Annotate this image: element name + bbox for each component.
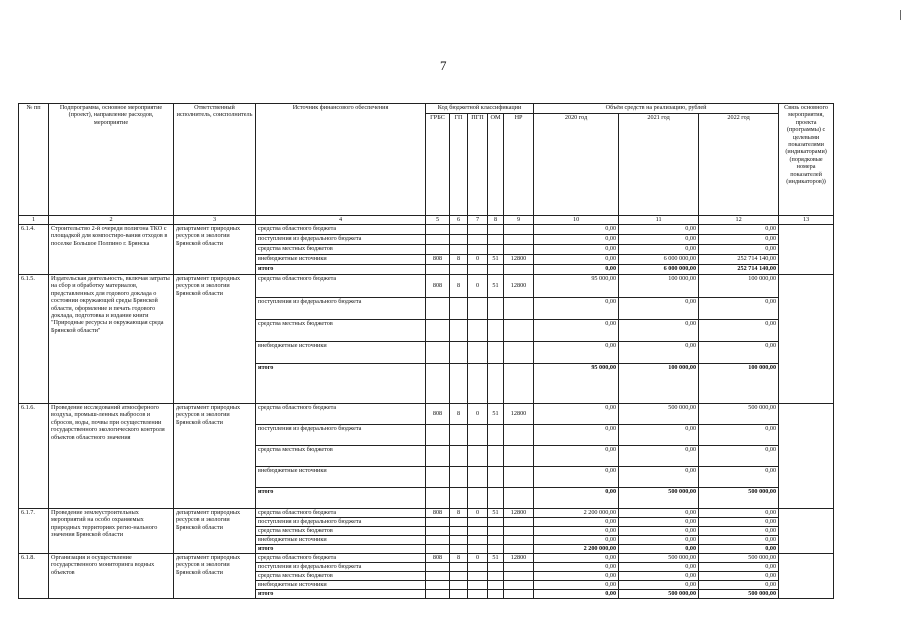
- funding-source: внебюджетные источники: [256, 467, 426, 488]
- amount-2021: 500 000,00: [619, 590, 699, 599]
- code-grbs: [426, 364, 450, 404]
- code-pgp: [468, 298, 488, 320]
- funding-source: итого: [256, 364, 426, 404]
- amount-2021: 0,00: [619, 320, 699, 342]
- col-number: 8: [488, 216, 504, 225]
- funding-source: средства местных бюджетов: [256, 572, 426, 581]
- amount-2020: 0,00: [534, 235, 619, 245]
- code-gp: [450, 265, 468, 275]
- code-pgp: [468, 446, 488, 467]
- code-grbs: [426, 581, 450, 590]
- amount-2020: 0,00: [534, 298, 619, 320]
- code-nr: [504, 320, 534, 342]
- amount-2022: 252 714 140,00: [699, 255, 779, 265]
- col-number: 1: [19, 216, 49, 225]
- amount-2021: 0,00: [619, 581, 699, 590]
- code-nr: [504, 518, 534, 527]
- code-pgp: [468, 518, 488, 527]
- code-grbs: [426, 488, 450, 509]
- amount-2020: 0,00: [534, 590, 619, 599]
- code-grbs: [426, 545, 450, 554]
- code-nr: [504, 590, 534, 599]
- amount-2022: 0,00: [699, 563, 779, 572]
- amount-2020: 0,00: [534, 518, 619, 527]
- item-responsible: департамент природных ресурсов и экологии Брянской области: [174, 509, 256, 554]
- amount-2022: 0,00: [699, 581, 779, 590]
- item-number: 6.1.7.: [19, 509, 49, 554]
- col-number: 6: [450, 216, 468, 225]
- code-gp: [450, 467, 468, 488]
- funding-source: средства местных бюджетов: [256, 527, 426, 536]
- funding-source: внебюджетные источники: [256, 342, 426, 364]
- code-om: 51: [488, 509, 504, 518]
- item-description: Организация и осуществление государственного мониторинга водных объектов: [49, 554, 174, 599]
- code-nr: [504, 245, 534, 255]
- header-2020: 2020 год: [534, 114, 619, 216]
- code-pgp: [468, 563, 488, 572]
- amount-2021: 0,00: [619, 425, 699, 446]
- funding-source: средства местных бюджетов: [256, 320, 426, 342]
- code-gp: [450, 425, 468, 446]
- table-body: [19, 225, 834, 599]
- item-responsible: департамент природных ресурсов и экологии Брянской области: [174, 554, 256, 599]
- indicator-link: [779, 225, 834, 275]
- code-gp: [450, 488, 468, 509]
- amount-2022: 0,00: [699, 298, 779, 320]
- amount-2021: 6 000 000,00: [619, 255, 699, 265]
- code-pgp: [468, 488, 488, 509]
- code-om: [488, 536, 504, 545]
- header-grbs: ГРБС: [426, 114, 450, 216]
- amount-2022: 0,00: [699, 235, 779, 245]
- code-gp: [450, 527, 468, 536]
- code-gp: [450, 298, 468, 320]
- code-grbs: 808: [426, 509, 450, 518]
- code-grbs: [426, 572, 450, 581]
- code-om: [488, 581, 504, 590]
- amount-2020: 95 000,00: [534, 275, 619, 298]
- funding-source: средства областного бюджета: [256, 275, 426, 298]
- code-pgp: [468, 235, 488, 245]
- code-nr: [504, 488, 534, 509]
- code-om: [488, 527, 504, 536]
- amount-2021: 500 000,00: [619, 404, 699, 425]
- code-nr: [504, 536, 534, 545]
- funding-source: средства местных бюджетов: [256, 446, 426, 467]
- code-pgp: 0: [468, 255, 488, 265]
- code-pgp: [468, 425, 488, 446]
- funding-source: поступления из федерального бюджета: [256, 518, 426, 527]
- code-gp: [450, 364, 468, 404]
- header-sources: Источник финансового обеспечения: [256, 104, 426, 216]
- code-grbs: 808: [426, 255, 450, 265]
- funding-source: средства областного бюджета: [256, 225, 426, 235]
- code-om: [488, 518, 504, 527]
- table-row: [19, 404, 834, 425]
- code-pgp: 0: [468, 509, 488, 518]
- code-grbs: [426, 265, 450, 275]
- funding-source: итого: [256, 545, 426, 554]
- item-number: 6.1.6.: [19, 404, 49, 509]
- amount-2022: 100 000,00: [699, 364, 779, 404]
- code-nr: 12800: [504, 275, 534, 298]
- amount-2020: 0,00: [534, 404, 619, 425]
- amount-2022: 500 000,00: [699, 404, 779, 425]
- code-om: [488, 563, 504, 572]
- code-pgp: [468, 590, 488, 599]
- item-responsible: департамент природных ресурсов и экологии Брянской области: [174, 404, 256, 509]
- amount-2021: 0,00: [619, 509, 699, 518]
- code-grbs: 808: [426, 275, 450, 298]
- code-om: [488, 320, 504, 342]
- col-number: 3: [174, 216, 256, 225]
- amount-2020: 0,00: [534, 527, 619, 536]
- amount-2021: 100 000,00: [619, 364, 699, 404]
- funding-table: [18, 103, 834, 599]
- amount-2020: 0,00: [534, 425, 619, 446]
- code-grbs: [426, 235, 450, 245]
- code-gp: 8: [450, 554, 468, 563]
- code-om: [488, 590, 504, 599]
- code-nr: [504, 425, 534, 446]
- funding-source: итого: [256, 488, 426, 509]
- code-om: [488, 342, 504, 364]
- funding-source: поступления из федерального бюджета: [256, 298, 426, 320]
- amount-2022: 0,00: [699, 527, 779, 536]
- scan-margin-mark: [900, 10, 901, 20]
- code-pgp: [468, 342, 488, 364]
- amount-2020: 0,00: [534, 255, 619, 265]
- amount-2022: 0,00: [699, 536, 779, 545]
- amount-2021: 0,00: [619, 518, 699, 527]
- code-nr: [504, 364, 534, 404]
- table-row: [19, 225, 834, 235]
- item-description: Издательская деятельность, включая затраты на сбор и обработку материалов, представленных для годового доклада о состоянии окружающей среды Брянской области, оформление и печать годового доклада, подготовка и издание книги "Природные ресурсы и окружающая среда Брянской области": [49, 275, 174, 404]
- col-number: 13: [779, 216, 834, 225]
- amount-2022: 0,00: [699, 509, 779, 518]
- code-pgp: 0: [468, 275, 488, 298]
- code-nr: [504, 265, 534, 275]
- item-responsible: департамент природных ресурсов и экологии Брянской области: [174, 275, 256, 404]
- amount-2022: 0,00: [699, 545, 779, 554]
- amount-2022: 500 000,00: [699, 590, 779, 599]
- header-program: Подпрограмма, основное мероприятие (проект), направление расходов, мероприятие: [49, 104, 174, 216]
- amount-2021: 100 000,00: [619, 275, 699, 298]
- code-gp: [450, 446, 468, 467]
- funding-source: поступления из федерального бюджета: [256, 563, 426, 572]
- col-number: 7: [468, 216, 488, 225]
- page-number: 7: [440, 58, 447, 73]
- code-nr: [504, 342, 534, 364]
- amount-2021: 0,00: [619, 536, 699, 545]
- funding-source: средства местных бюджетов: [256, 245, 426, 255]
- col-number: 5: [426, 216, 450, 225]
- code-grbs: 808: [426, 404, 450, 425]
- code-gp: [450, 563, 468, 572]
- code-gp: [450, 590, 468, 599]
- code-nr: [504, 235, 534, 245]
- amount-2022: 500 000,00: [699, 488, 779, 509]
- amount-2022: 0,00: [699, 245, 779, 255]
- indicator-link: [779, 275, 834, 404]
- funding-source: средства областного бюджета: [256, 509, 426, 518]
- amount-2021: 0,00: [619, 235, 699, 245]
- indicator-link: [779, 554, 834, 599]
- header-nr: НР: [504, 114, 534, 216]
- code-gp: 8: [450, 509, 468, 518]
- amount-2020: 0,00: [534, 225, 619, 235]
- amount-2020: 0,00: [534, 572, 619, 581]
- code-nr: [504, 545, 534, 554]
- col-number: 2: [49, 216, 174, 225]
- item-description: Проведение исследований атмосферного воздуха, промыш-ленных выбросов и сбросов, воды, почвы при осуществлении государственного экологического контроля объектов областного значения: [49, 404, 174, 509]
- amount-2020: 0,00: [534, 488, 619, 509]
- code-om: [488, 245, 504, 255]
- amount-2022: 100 000,00: [699, 275, 779, 298]
- code-grbs: [426, 320, 450, 342]
- amount-2021: 500 000,00: [619, 554, 699, 563]
- amount-2022: 0,00: [699, 342, 779, 364]
- code-om: [488, 298, 504, 320]
- code-om: [488, 545, 504, 554]
- item-description: Проведение землеустроительных мероприятий на особо охраняемых природных территориях регио-нального значения Брянской области: [49, 509, 174, 554]
- col-number: 10: [534, 216, 619, 225]
- code-om: [488, 467, 504, 488]
- code-gp: [450, 320, 468, 342]
- funding-source: внебюджетные источники: [256, 255, 426, 265]
- amount-2022: 0,00: [699, 518, 779, 527]
- code-nr: [504, 467, 534, 488]
- table-row: [19, 554, 834, 563]
- code-om: [488, 225, 504, 235]
- amount-2022: 0,00: [699, 446, 779, 467]
- code-nr: [504, 527, 534, 536]
- funding-source: внебюджетные источники: [256, 536, 426, 545]
- funding-source: поступления из федерального бюджета: [256, 235, 426, 245]
- code-om: [488, 446, 504, 467]
- code-om: [488, 425, 504, 446]
- code-nr: 12800: [504, 404, 534, 425]
- header-budget-code: Код бюджетной классификации: [426, 104, 534, 114]
- code-gp: [450, 536, 468, 545]
- code-pgp: [468, 320, 488, 342]
- code-gp: [450, 581, 468, 590]
- amount-2020: 0,00: [534, 563, 619, 572]
- indicator-link: [779, 404, 834, 509]
- code-nr: 12800: [504, 255, 534, 265]
- amount-2021: 0,00: [619, 446, 699, 467]
- amount-2022: 0,00: [699, 320, 779, 342]
- item-description: Строительство 2-й очереди полигона ТКО с площадкой для компостиро-вания отходов в поселке Большое Полпино г. Брянска: [49, 225, 174, 275]
- amount-2021: 0,00: [619, 225, 699, 235]
- code-om: 51: [488, 554, 504, 563]
- code-pgp: [468, 536, 488, 545]
- header-volume: Объём средств на реализацию, рублей: [534, 104, 779, 114]
- code-grbs: [426, 518, 450, 527]
- code-om: [488, 488, 504, 509]
- table-header: [19, 104, 834, 225]
- amount-2021: 6 000 000,00: [619, 265, 699, 275]
- header-num: № пп: [19, 104, 49, 216]
- code-gp: 8: [450, 404, 468, 425]
- code-om: [488, 364, 504, 404]
- amount-2020: 0,00: [534, 554, 619, 563]
- col-number: 9: [504, 216, 534, 225]
- code-grbs: [426, 446, 450, 467]
- code-pgp: [468, 245, 488, 255]
- code-grbs: 808: [426, 554, 450, 563]
- funding-source: средства областного бюджета: [256, 404, 426, 425]
- code-om: 51: [488, 255, 504, 265]
- funding-source: внебюджетные источники: [256, 581, 426, 590]
- col-number: 12: [699, 216, 779, 225]
- column-numbers-row: [19, 216, 834, 225]
- code-grbs: [426, 225, 450, 235]
- code-om: [488, 235, 504, 245]
- code-nr: [504, 563, 534, 572]
- amount-2021: 0,00: [619, 298, 699, 320]
- header-gp: ГП: [450, 114, 468, 216]
- amount-2021: 0,00: [619, 545, 699, 554]
- indicator-link: [779, 509, 834, 554]
- code-om: [488, 265, 504, 275]
- code-grbs: [426, 425, 450, 446]
- amount-2020: 0,00: [534, 581, 619, 590]
- code-grbs: [426, 527, 450, 536]
- amount-2020: 2 200 000,00: [534, 545, 619, 554]
- amount-2021: 500 000,00: [619, 488, 699, 509]
- header-om: ОМ: [488, 114, 504, 216]
- amount-2020: 0,00: [534, 265, 619, 275]
- funding-source: средства областного бюджета: [256, 554, 426, 563]
- code-nr: [504, 572, 534, 581]
- amount-2022: 500 000,00: [699, 554, 779, 563]
- code-grbs: [426, 563, 450, 572]
- item-number: 6.1.5.: [19, 275, 49, 404]
- amount-2022: 0,00: [699, 425, 779, 446]
- code-gp: [450, 235, 468, 245]
- amount-2022: 0,00: [699, 225, 779, 235]
- funding-source: поступления из федерального бюджета: [256, 425, 426, 446]
- code-grbs: [426, 298, 450, 320]
- header-pgp: ПГП: [468, 114, 488, 216]
- code-gp: [450, 518, 468, 527]
- code-om: 51: [488, 404, 504, 425]
- amount-2021: 0,00: [619, 245, 699, 255]
- item-responsible: департамент природных ресурсов и экологии Брянской области: [174, 225, 256, 275]
- amount-2021: 0,00: [619, 342, 699, 364]
- code-grbs: [426, 536, 450, 545]
- amount-2020: 0,00: [534, 342, 619, 364]
- code-pgp: 0: [468, 554, 488, 563]
- header-link: Связь основного мероприятия, проекта (программы) с целевыми показателями (индикаторами) (порядковые номера показателей (индикаторов)): [779, 104, 834, 216]
- code-gp: [450, 245, 468, 255]
- code-gp: [450, 545, 468, 554]
- code-grbs: [426, 342, 450, 364]
- code-pgp: [468, 265, 488, 275]
- code-pgp: [468, 364, 488, 404]
- item-number: 6.1.4.: [19, 225, 49, 275]
- amount-2021: 0,00: [619, 527, 699, 536]
- code-pgp: [468, 467, 488, 488]
- funding-source: итого: [256, 590, 426, 599]
- code-nr: [504, 225, 534, 235]
- code-gp: 8: [450, 255, 468, 265]
- code-gp: [450, 225, 468, 235]
- amount-2022: 0,00: [699, 572, 779, 581]
- code-nr: [504, 581, 534, 590]
- col-number: 4: [256, 216, 426, 225]
- code-nr: [504, 446, 534, 467]
- code-gp: [450, 572, 468, 581]
- amount-2021: 0,00: [619, 563, 699, 572]
- amount-2021: 0,00: [619, 467, 699, 488]
- table-row: [19, 509, 834, 518]
- amount-2020: 0,00: [534, 320, 619, 342]
- amount-2020: 0,00: [534, 536, 619, 545]
- header-responsible: Ответственный исполнитель, соисполнитель: [174, 104, 256, 216]
- code-gp: 8: [450, 275, 468, 298]
- code-pgp: [468, 527, 488, 536]
- amount-2022: 252 714 140,00: [699, 265, 779, 275]
- amount-2020: 95 000,00: [534, 364, 619, 404]
- code-nr: 12800: [504, 554, 534, 563]
- code-grbs: [426, 467, 450, 488]
- col-number: 11: [619, 216, 699, 225]
- amount-2021: 0,00: [619, 572, 699, 581]
- amount-2022: 0,00: [699, 467, 779, 488]
- code-pgp: 0: [468, 404, 488, 425]
- header-2022: 2022 год: [699, 114, 779, 216]
- amount-2020: 0,00: [534, 446, 619, 467]
- table-row: [19, 275, 834, 298]
- funding-source: итого: [256, 265, 426, 275]
- code-pgp: [468, 581, 488, 590]
- code-grbs: [426, 245, 450, 255]
- code-om: 51: [488, 275, 504, 298]
- code-pgp: [468, 572, 488, 581]
- code-pgp: [468, 545, 488, 554]
- amount-2020: 0,00: [534, 245, 619, 255]
- amount-2020: 0,00: [534, 467, 619, 488]
- header-2021: 2021 год: [619, 114, 699, 216]
- code-nr: 12800: [504, 509, 534, 518]
- code-grbs: [426, 590, 450, 599]
- code-gp: [450, 342, 468, 364]
- code-pgp: [468, 225, 488, 235]
- amount-2020: 2 200 000,00: [534, 509, 619, 518]
- code-nr: [504, 298, 534, 320]
- code-om: [488, 572, 504, 581]
- item-number: 6.1.8.: [19, 554, 49, 599]
